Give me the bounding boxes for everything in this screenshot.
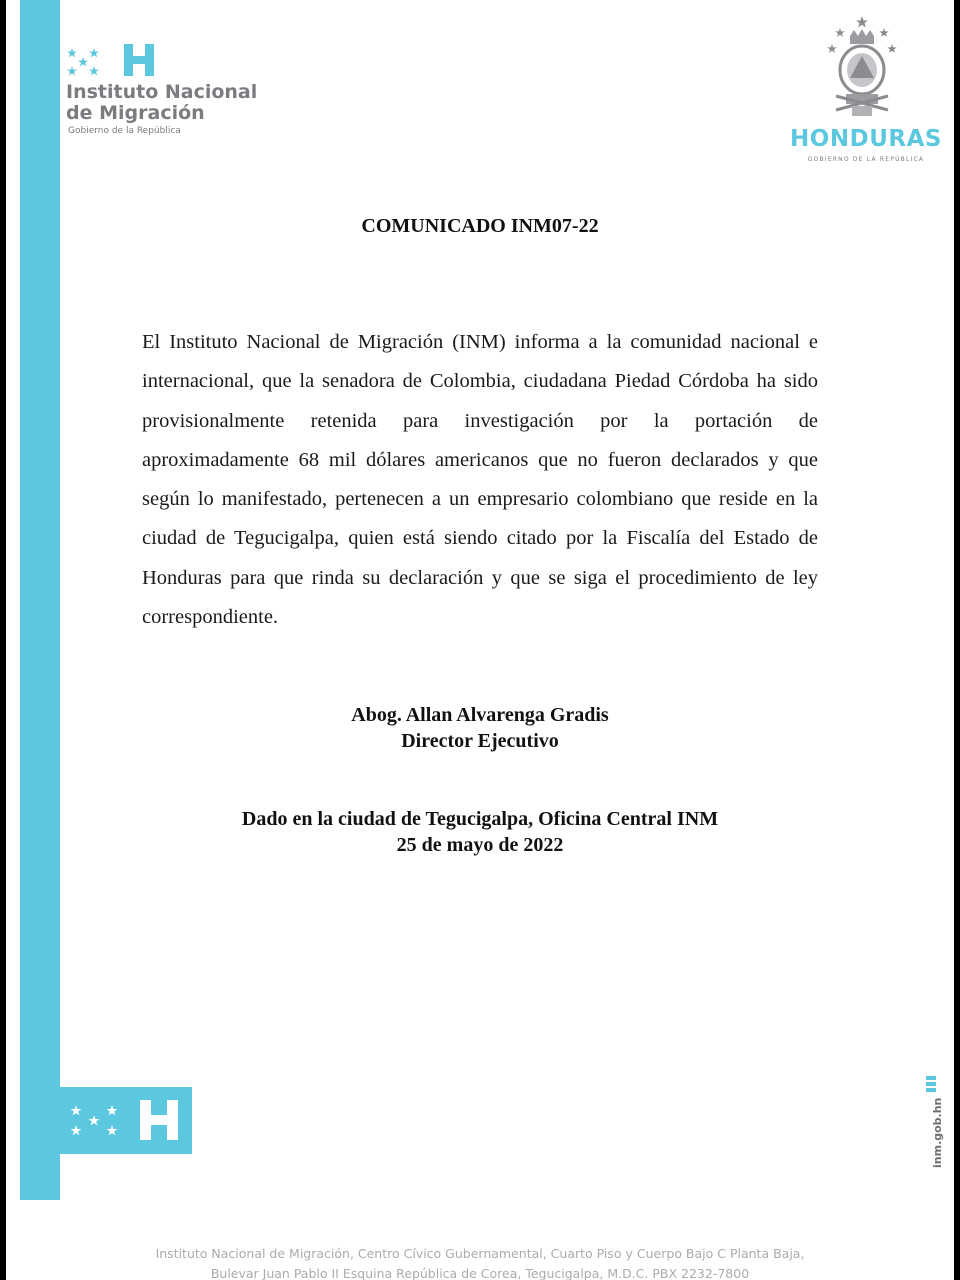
issued-date: 25 de mayo de 2022 xyxy=(396,834,564,856)
document-body: El Instituto Nacional de Migración (INM) informa a la comunidad nacional e internacional, que la senadora de Colombia, ciudadana Piedad Córdoba ha sido provisionalmente retenida para investigación por la portación de aproximadamente 68 mil dólares americanos que no fueron declarados y que según lo manifestado, pertenecen a un empresario colombiano que reside en la ciudad de Tegucigalpa, quien está siendo citado por la Fiscalía del Estado de Honduras para que rinda su declaración y que se siga el procedimiento de ley correspondiente. xyxy=(142,331,818,629)
website-url: inm.gob.hn xyxy=(931,1097,944,1168)
bottom-brand-badge xyxy=(54,1087,192,1154)
issued-block xyxy=(6,806,954,858)
h-logo-icon xyxy=(122,42,156,78)
coat-of-arms-icon xyxy=(822,14,902,126)
signature-block xyxy=(6,702,954,754)
document-page xyxy=(6,0,954,1280)
footer-line2: Bulevar Juan Pablo II Esquina República de Corea, Tegucigalpa, M.D.C. PBX 2232-7800 xyxy=(210,1266,750,1280)
issued-place: Dado en la ciudad de Tegucigalpa, Oficina Central INM xyxy=(241,808,719,830)
left-brand-stripe xyxy=(20,0,60,1200)
inm-logo-subtitle: Gobierno de la República xyxy=(68,126,181,136)
footer-line1: Instituto Nacional de Migración, Centro Cívico Gubernamental, Cuarto Piso y Cuerpo Bajo C Planta Baja, xyxy=(155,1246,805,1261)
inm-title-line1: Instituto Nacional xyxy=(66,81,258,103)
document-title: COMUNICADO INM07-22 xyxy=(361,215,599,237)
honduras-logo xyxy=(786,14,946,174)
signatory-name: Abog. Allan Alvarenga Gradis xyxy=(351,704,609,726)
honduras-wordmark: HONDURAS xyxy=(790,126,942,152)
honduras-subtitle: GOBIERNO DE LA REPÚBLICA xyxy=(807,156,925,163)
footer-address xyxy=(6,1244,954,1280)
stars-icon xyxy=(64,44,116,80)
inm-title-line2: de Migración xyxy=(66,102,205,124)
inm-logo xyxy=(64,42,284,142)
inm-logo-title xyxy=(66,82,286,124)
signatory-title: Director Ejecutivo xyxy=(401,730,559,752)
flag-bars-icon xyxy=(926,1076,936,1092)
stars-icon xyxy=(68,1101,130,1141)
h-logo-icon xyxy=(138,1096,180,1144)
